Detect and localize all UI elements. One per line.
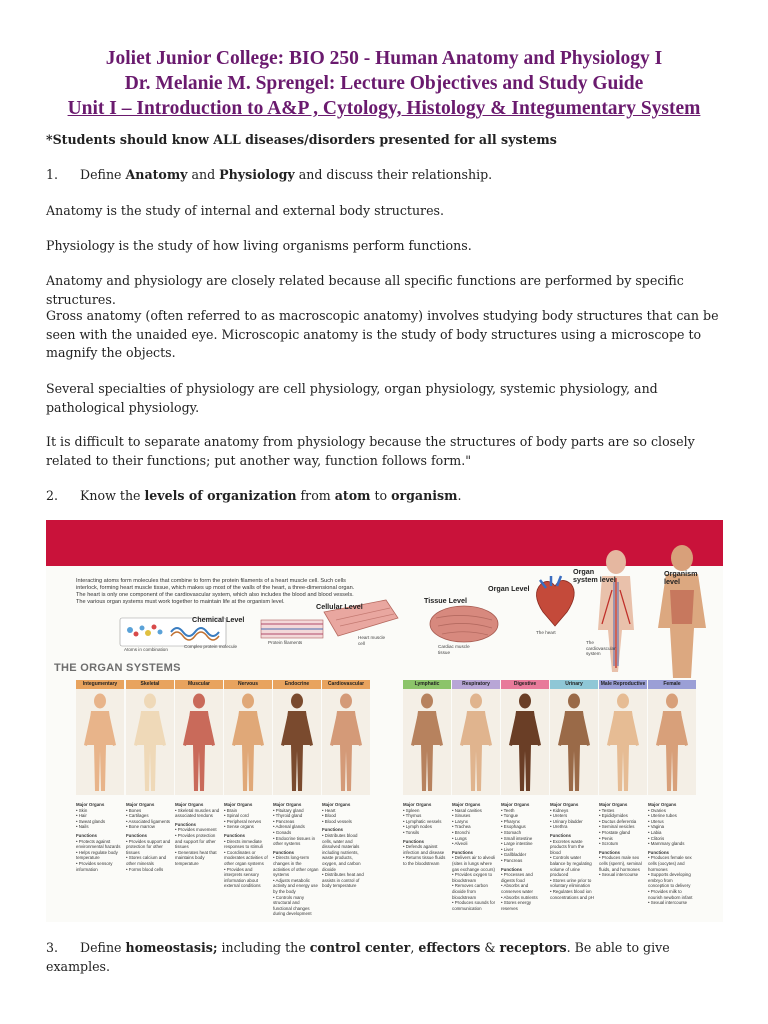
- system-tab-6: Lymphatic: [403, 680, 451, 689]
- system-figure-6: [403, 689, 451, 795]
- system-tab-5: Cardiovascular: [322, 680, 370, 689]
- question-3: 3. Define homeostasis; including the control center, effectors & receptors. Be able to give examples.: [46, 940, 670, 974]
- paragraph-relationship: Anatomy and physiology are closely related because all specific functions are performed by specific structures.: [46, 273, 684, 307]
- paragraph-anatomy: Anatomy is the study of internal and external body structures.: [46, 203, 444, 218]
- system-info-3: [224, 802, 270, 889]
- protein-filaments-icon: [261, 620, 323, 638]
- functions-label: Functions: [126, 832, 147, 838]
- system-functions: • Produces female sex cells (oocytes) and hormones • Supports developing embryo from conception to delivery • Provides milk to nourish newborn infant • Sexual intercourse: [648, 855, 693, 906]
- system-tab-9: Urinary: [550, 680, 598, 689]
- major-organs-label: Major Organs: [322, 802, 351, 807]
- major-organs-label: Major Organs: [648, 802, 677, 807]
- system-info-5: [322, 802, 368, 889]
- system-functions: • Provides movement • Provides protection and support for other tissues • Generates heat that maintains body temperature: [175, 827, 217, 866]
- system-info-10: [599, 802, 645, 878]
- paragraph-gross-anatomy: Gross anatomy (often referred to as macroscopic anatomy) involves studying body structures that can be seen with the unaided eye. Microscopic anatomy is the study of body structures using a microscope to magnify the objects.: [46, 308, 719, 360]
- system-functions: • Directs immediate responses to stimuli • Coordinates or moderates activities of other organ systems • Provides and interprets sensory information about external conditions: [224, 838, 268, 889]
- caption-cardio: The cardiovascular system: [586, 640, 616, 656]
- major-organs-label: Major Organs: [550, 802, 579, 807]
- level-illustrations: [46, 520, 723, 680]
- caption-heart: The heart: [536, 630, 556, 635]
- organ-system-level-label: Organ system level: [573, 567, 616, 584]
- system-organs: • Bones • Cartilages • Associated ligaments • Bone marrow: [126, 807, 171, 830]
- system-functions: • Processes and digests food • Absorbs and conserves water • Absorbs nutrients • Stores energy reserves: [501, 872, 538, 911]
- major-organs-label: Major Organs: [403, 802, 432, 807]
- human-figure-icon: [452, 689, 500, 795]
- system-figure-4: [273, 689, 321, 795]
- functions-label: Functions: [403, 838, 424, 844]
- human-figure-icon: [126, 689, 174, 795]
- system-tab-2: Muscular: [175, 680, 223, 689]
- system-figure-2: [175, 689, 223, 795]
- human-figure-icon: [175, 689, 223, 795]
- question-2: 2. Know the levels of organization from atom to organism.: [46, 488, 462, 503]
- major-organs-label: Major Organs: [126, 802, 155, 807]
- system-figure-0: [76, 689, 124, 795]
- system-figure-7: [452, 689, 500, 795]
- cardiac-tissue-icon: [430, 606, 498, 642]
- chemical-level-label: Chemical Level: [192, 615, 245, 624]
- header-line-3: Unit I – Introduction to A&P , Cytology, Histology & Integumentary System: [67, 98, 701, 119]
- question-1: 1. Define Anatomy and Physiology and discuss their relationship.: [46, 167, 493, 182]
- functions-label: Functions: [175, 821, 196, 827]
- system-organs: • Ovaries • Uterine tubes • Uterus • Vagina • Labia • Clitoris • Mammary glands: [648, 807, 685, 847]
- system-info-7: [452, 802, 498, 911]
- functions-label: Functions: [76, 832, 97, 838]
- system-figure-11: [648, 689, 696, 795]
- header-line-1: Joliet Junior College: BIO 250 - Human Anatomy and Physiology I: [105, 48, 663, 69]
- major-organs-label: Major Organs: [273, 802, 302, 807]
- caption-filaments: Protein filaments: [268, 640, 303, 645]
- system-info-2: [175, 802, 221, 867]
- organism-icon: [658, 545, 706, 678]
- system-tab-11: Female: [648, 680, 696, 689]
- paragraph-physiology: Physiology is the study of how living organisms perform functions.: [46, 238, 472, 253]
- human-figure-icon: [76, 689, 124, 795]
- system-organs: • Skin • Hair • Sweat glands • Nails: [76, 807, 106, 830]
- system-organs: • Brain • Spinal cord • Peripheral nerves • Sense organs: [224, 807, 262, 830]
- system-functions: • Excretes waste products from the blood • Controls water balance by regulating volume of urine produced • Stores urine prior to voluntary elimination • Regulates blood ion concentrations and pH: [550, 838, 594, 900]
- system-info-9: [550, 802, 596, 900]
- system-functions: • Protects against environmental hazards • Helps regulate body temperature • Provides sensory information: [76, 838, 121, 872]
- functions-label: Functions: [322, 827, 343, 833]
- system-tab-1: Skeletal: [126, 680, 174, 689]
- system-tab-7: Respiratory: [452, 680, 500, 689]
- functions-label: Functions: [550, 832, 571, 838]
- system-figure-8: [501, 689, 549, 795]
- tissue-level-label: Tissue Level: [424, 596, 468, 605]
- human-figure-icon: [550, 689, 598, 795]
- caption-tissue: Cardiac muscle tissue: [438, 644, 470, 655]
- system-figure-5: [322, 689, 370, 795]
- system-tab-8: Digestive: [501, 680, 549, 689]
- functions-label: Functions: [273, 849, 294, 855]
- system-info-8: [501, 802, 547, 911]
- system-functions: • Distributes blood cells, water and dissolved materials including nutrients, waste products, oxygen, and carbon dioxide • Distributes heat and assists in control of body temperature: [322, 832, 364, 889]
- system-info-1: [126, 802, 172, 872]
- system-organs: • Teeth • Tongue • Pharynx • Esophagus • Stomach • Small intestine • Large intestine • Liver • Gallbladder • Pancreas: [501, 807, 533, 863]
- document-header: [0, 46, 768, 121]
- major-organs-label: Major Organs: [224, 802, 253, 807]
- caption-cell: Heart muscle cell: [358, 635, 386, 646]
- major-organs-label: Major Organs: [501, 802, 530, 807]
- cellular-level-label: Cellular Level: [316, 602, 363, 611]
- system-figure-3: [224, 689, 272, 795]
- system-tab-0: Integumentary: [76, 680, 124, 689]
- major-organs-label: Major Organs: [76, 802, 105, 807]
- system-tab-4: Endocrine: [273, 680, 321, 689]
- human-figure-icon: [599, 689, 647, 795]
- organ-level-label: Organ Level: [488, 584, 530, 593]
- system-organs: • Testes • Epididymides • Ductus deferentia • Seminal vesicles • Prostate gland • Penis • Scrotum: [599, 807, 637, 847]
- system-organs: • Kidneys • Ureters • Urinary bladder • Urethra: [550, 807, 583, 830]
- system-functions: • Defends against infection and disease • Returns tissue fluids to the bloodstream: [403, 844, 446, 866]
- system-info-11: [648, 802, 694, 906]
- functions-label: Functions: [452, 849, 473, 855]
- system-info-4: [273, 802, 319, 917]
- human-figure-icon: [403, 689, 451, 795]
- system-info-6: [403, 802, 449, 867]
- human-figure-icon: [273, 689, 321, 795]
- system-info-0: [76, 802, 122, 872]
- system-organs: • Heart • Blood • Blood vessels: [322, 807, 352, 824]
- caption-molecule: Complex protein molecule: [184, 644, 238, 649]
- system-functions: • Delivers air to alveoli (sites in lungs where gas exchange occurs) • Provides oxygen to bloodstream • Removes carbon dioxide from bloodstream • Produces sounds for communication: [452, 855, 496, 911]
- system-figure-1: [126, 689, 174, 795]
- paragraph-form-function: It is difficult to separate anatomy from physiology because the structures of body parts are so closely related to their functions; put another way, function follows form.": [46, 434, 695, 468]
- disease-note: *Students should know ALL diseases/disorders presented for all systems: [46, 132, 557, 147]
- system-tab-10: Male Reproductive: [600, 681, 646, 687]
- system-organs: • Spleen • Thymus • Lymphatic vessels • Lymph nodes • Tonsils: [403, 807, 442, 835]
- functions-label: Functions: [224, 832, 245, 838]
- system-organs: • Pituitary gland • Thyroid gland • Pancreas • Adrenal glands • Gonads • Endocrine tissues in other systems: [273, 807, 316, 847]
- major-organs-label: Major Organs: [599, 802, 628, 807]
- organism-level-label: Organism level: [664, 569, 698, 586]
- human-figure-icon: [224, 689, 272, 795]
- levels-of-organization-figure: [46, 520, 723, 922]
- human-figure-icon: [501, 689, 549, 795]
- system-organs: • Skeletal muscles and associated tendons: [175, 807, 220, 819]
- major-organs-label: Major Organs: [175, 802, 204, 807]
- heart-icon: [536, 576, 574, 626]
- header-line-2: Dr. Melanie M. Sprengel: Lecture Objectives and Study Guide: [124, 73, 644, 94]
- functions-label: Functions: [599, 849, 620, 855]
- system-figure-10: [599, 689, 647, 795]
- human-figure-icon: [322, 689, 370, 795]
- system-figure-9: [550, 689, 598, 795]
- paragraph-specialties: Several specialties of physiology are cell physiology, organ physiology, systemic physiology, and pathological physiology.: [46, 381, 658, 415]
- system-tab-3: Nervous: [224, 680, 272, 689]
- system-functions: • Provides support and protection for other tissues • Stores calcium and other minerals • Forms blood cells: [126, 838, 171, 872]
- system-functions: • Directs long-term changes in the activities of other organ systems • Adjusts metabolic activity and energy use by the body • Controls many structural and functional changes during development: [273, 855, 319, 917]
- caption-atoms: Atoms in combination: [124, 647, 168, 652]
- functions-label: Functions: [501, 866, 522, 872]
- system-functions: • Produces male sex cells (sperm), seminal fluids, and hormones • Sexual intercourse: [599, 855, 642, 878]
- functions-label: Functions: [648, 849, 669, 855]
- system-organs: • Nasal cavities • Sinuses • Larynx • Trachea • Bronchi • Lungs • Alveoli: [452, 807, 482, 847]
- figure-description: Interacting atoms form molecules that combine to form the protein filaments of a heart muscle cell. Such cells interlock, forming heart muscle tissue, which makes up most of the walls of the heart, a three-dimensional organ. The heart is only one component of the cardiovascular system, which also includes the blood and blood vessels. The various organ systems must work together to maintain life at the organism level.: [76, 578, 355, 605]
- human-figure-icon: [648, 689, 696, 795]
- organ-systems-title: THE ORGAN SYSTEMS: [54, 662, 181, 674]
- major-organs-label: Major Organs: [452, 802, 481, 807]
